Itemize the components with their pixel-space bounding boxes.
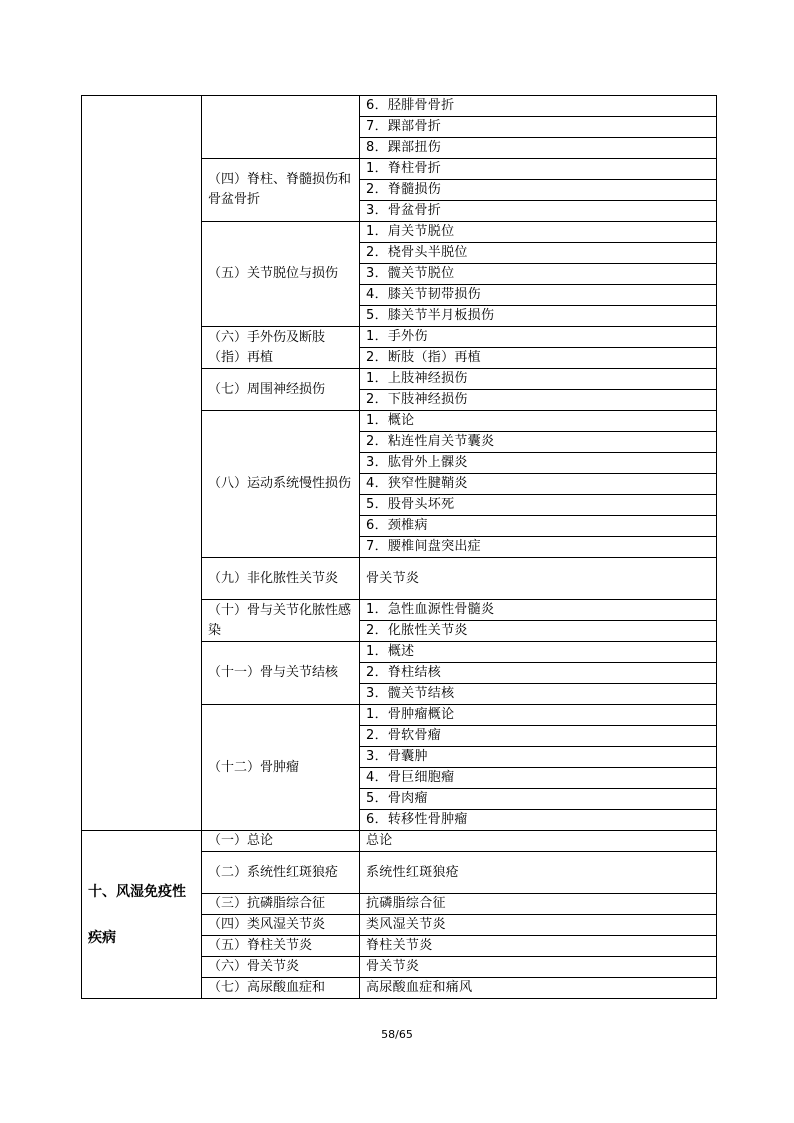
topic-label: （五）关节脱位与损伤 [202,222,360,327]
topic-label: （九）非化脓性关节炎 [202,558,360,600]
subtopic-item: 4．狭窄性腱鞘炎 [360,474,717,495]
subtopic-item: 5．膝关节半月板损伤 [360,306,717,327]
topic-label: （六）手外伤及断肢（指）再植 [202,327,360,369]
subtopic-item: 高尿酸血症和痛风 [360,978,717,999]
subtopic-item: 2．桡骨头半脱位 [360,243,717,264]
subtopic-item: 总论 [360,831,717,852]
subtopic-item: 1．肩关节脱位 [360,222,717,243]
subtopic-item: 骨关节炎 [360,558,717,600]
subtopic-item: 2．化脓性关节炎 [360,621,717,642]
topic-label [202,96,360,159]
subtopic-item: 3．髋关节脱位 [360,264,717,285]
subtopic-item: 抗磷脂综合征 [360,894,717,915]
topic-label: （五）脊柱关节炎 [202,936,360,957]
subtopic-item: 1．骨肿瘤概论 [360,705,717,726]
subtopic-item: 脊柱关节炎 [360,936,717,957]
subtopic-item: 6．颈椎病 [360,516,717,537]
subtopic-item: 7．踝部骨折 [360,117,717,138]
subtopic-item: 2．脊柱结核 [360,663,717,684]
subtopic-item: 6．转移性骨肿瘤 [360,810,717,831]
subtopic-item: 4．膝关节韧带损伤 [360,285,717,306]
topic-label: （十）骨与关节化脓性感染 [202,600,360,642]
topic-label: （四）脊柱、脊髓损伤和骨盆骨折 [202,159,360,222]
syllabus-table-body [82,96,717,999]
subtopic-item: 1．急性血源性骨髓炎 [360,600,717,621]
subtopic-item: 1．上肢神经损伤 [360,369,717,390]
subtopic-item: 3．骨囊肿 [360,747,717,768]
subtopic-item: 1．脊柱骨折 [360,159,717,180]
topic-label: （七）周围神经损伤 [202,369,360,411]
table-row [82,96,717,117]
topic-label: （一）总论 [202,831,360,852]
subtopic-item: 2．脊髓损伤 [360,180,717,201]
topic-label: （六）骨关节炎 [202,957,360,978]
subtopic-item: 1．概述 [360,642,717,663]
subtopic-item: 类风湿关节炎 [360,915,717,936]
subtopic-item: 8．踝部扭伤 [360,138,717,159]
subtopic-item: 5．股骨头坏死 [360,495,717,516]
topic-label: （十一）骨与关节结核 [202,642,360,705]
section-title [82,96,202,831]
subtopic-item: 2．粘连性肩关节囊炎 [360,432,717,453]
subtopic-item: 骨关节炎 [360,957,717,978]
subtopic-item: 3．肱骨外上髁炎 [360,453,717,474]
section-title: 十、风湿免疫性疾病 [82,831,202,999]
subtopic-item: 3．髋关节结核 [360,684,717,705]
topic-label: （八）运动系统慢性损伤 [202,411,360,558]
topic-label: （四）类风湿关节炎 [202,915,360,936]
table-row [82,831,717,852]
subtopic-item: 2．下肢神经损伤 [360,390,717,411]
topic-label: （十二）骨肿瘤 [202,705,360,831]
subtopic-item: 4．骨巨细胞瘤 [360,768,717,789]
subtopic-item: 2．骨软骨瘤 [360,726,717,747]
subtopic-item: 系统性红斑狼疮 [360,852,717,894]
subtopic-item: 1．手外伤 [360,327,717,348]
subtopic-item: 7．腰椎间盘突出症 [360,537,717,558]
page-number: 58/65 [381,1028,413,1041]
topic-label: （二）系统性红斑狼疮 [202,852,360,894]
topic-label: （三）抗磷脂综合征 [202,894,360,915]
syllabus-table [81,95,717,999]
subtopic-item: 6．胫腓骨骨折 [360,96,717,117]
subtopic-item: 3．骨盆骨折 [360,201,717,222]
subtopic-item: 5．骨肉瘤 [360,789,717,810]
subtopic-item: 2．断肢（指）再植 [360,348,717,369]
topic-label: （七）高尿酸血症和 [202,978,360,999]
subtopic-item: 1．概论 [360,411,717,432]
